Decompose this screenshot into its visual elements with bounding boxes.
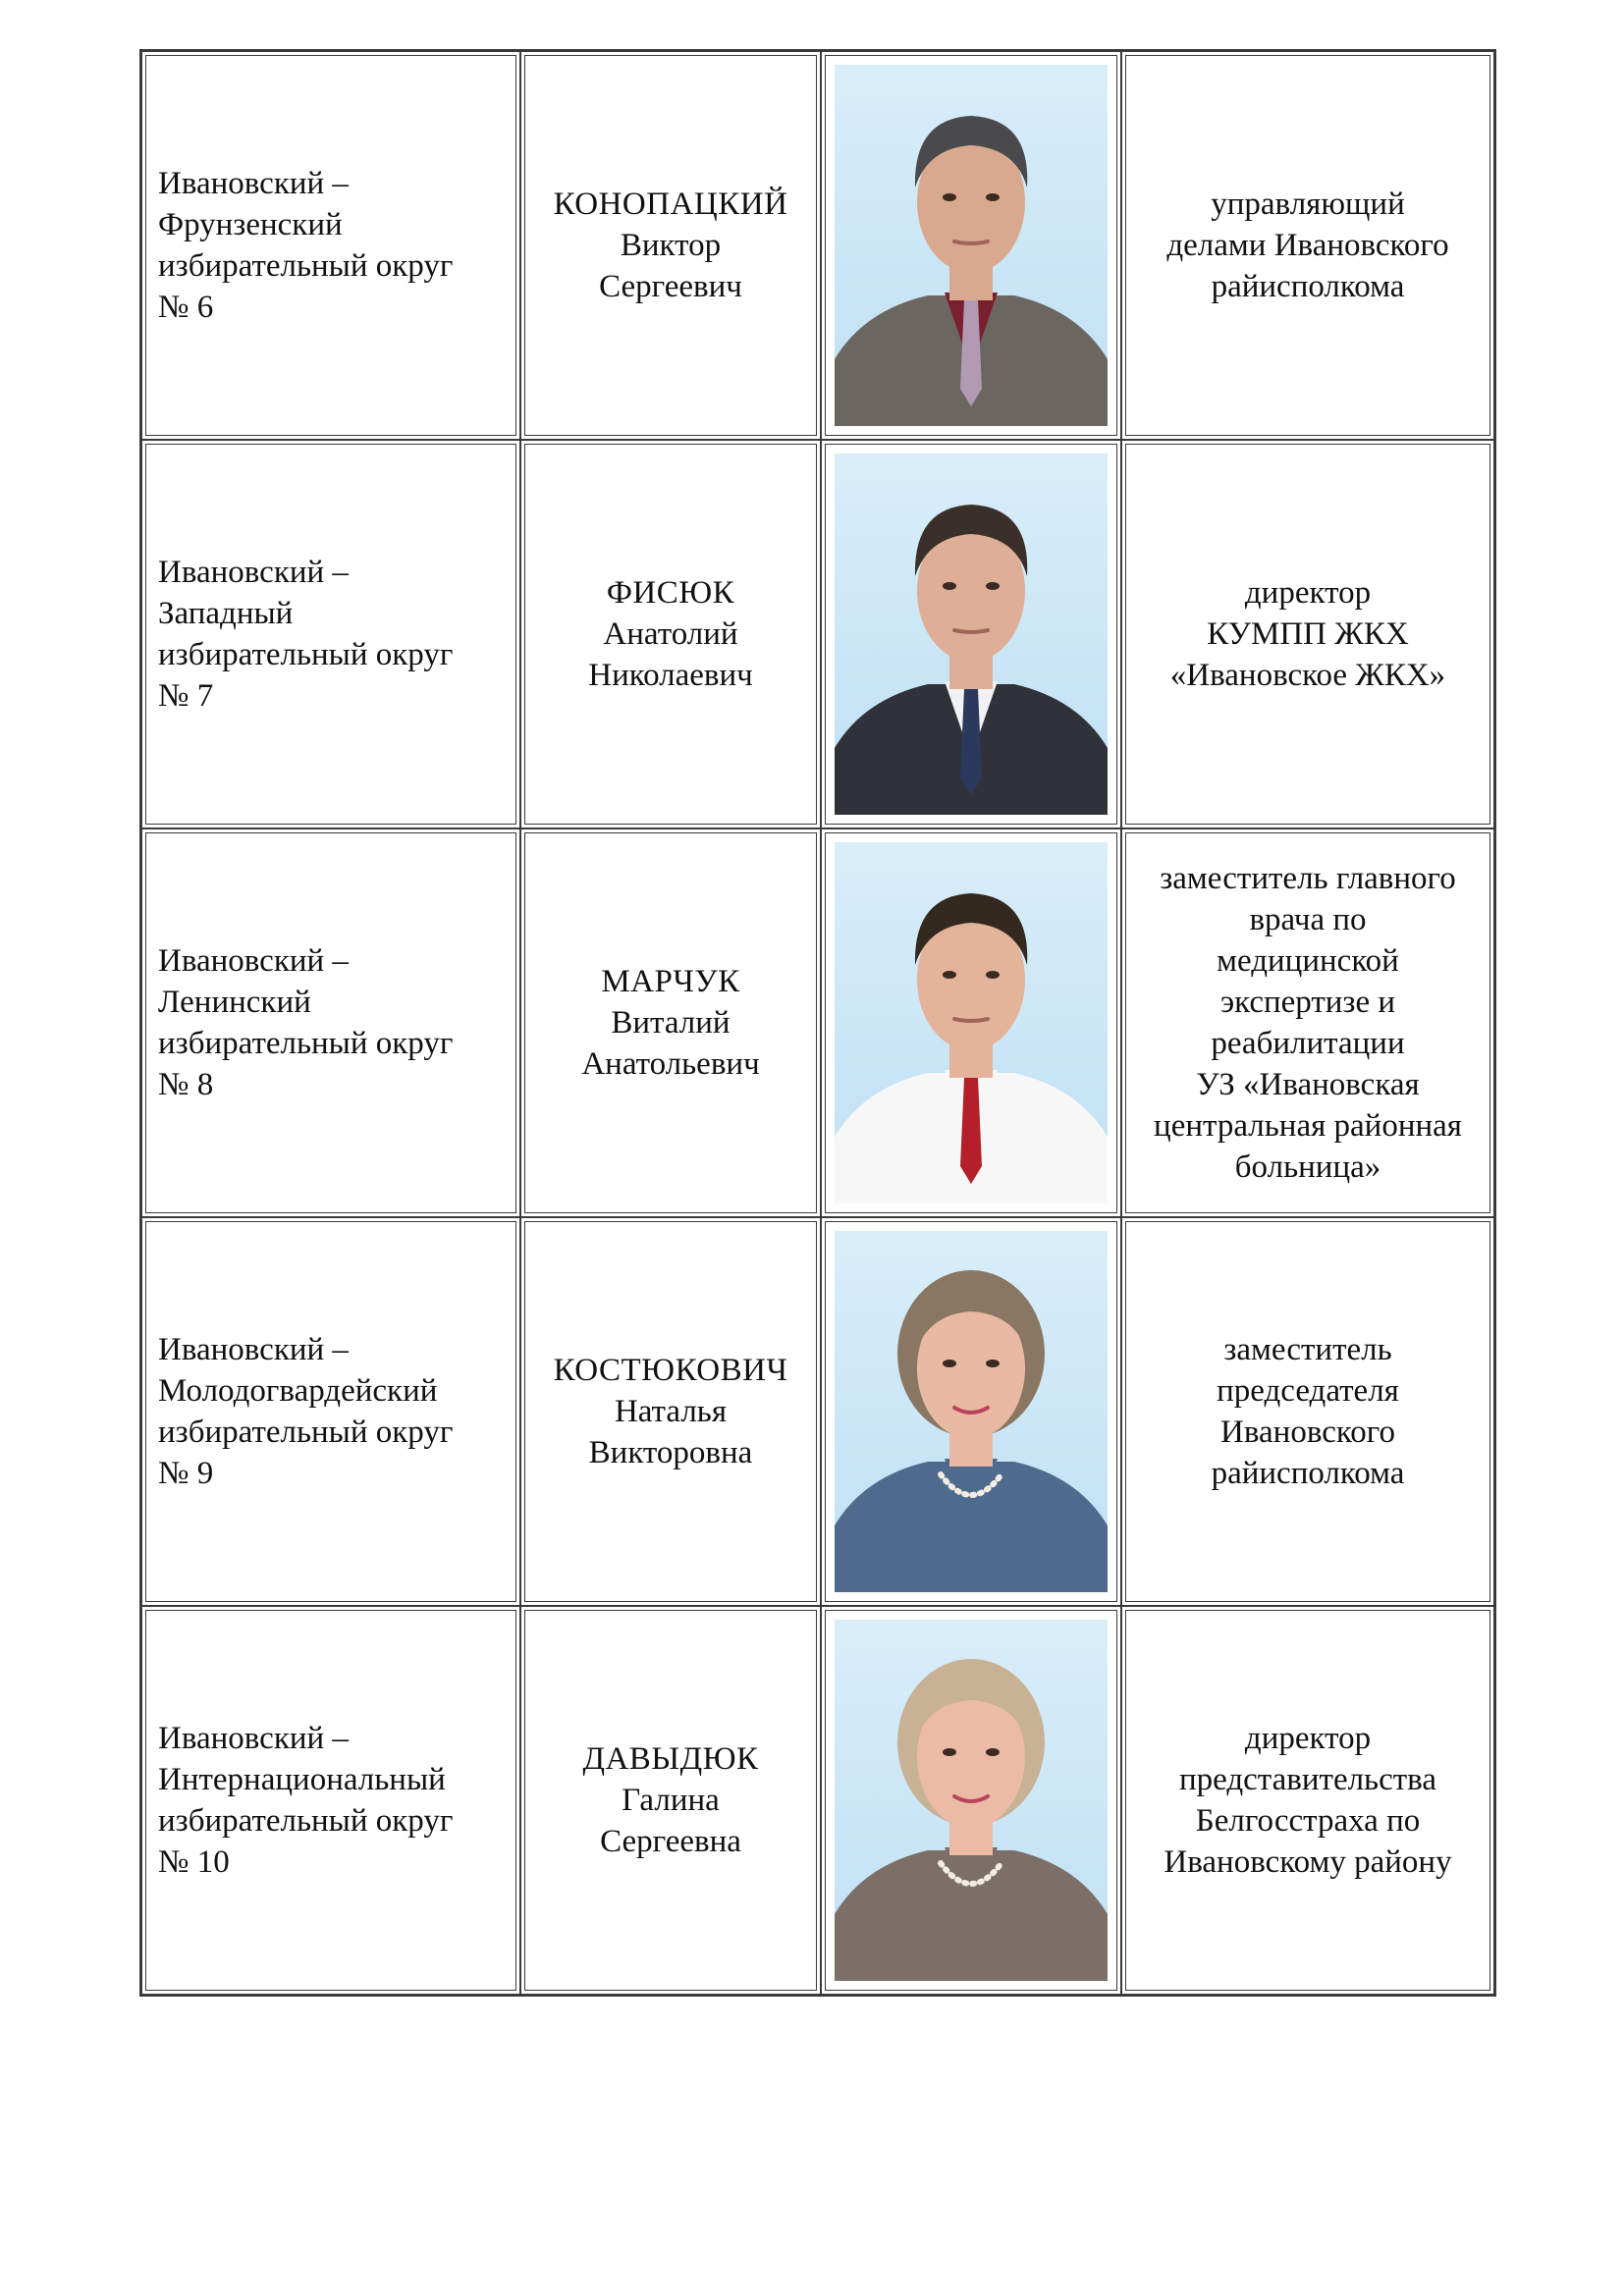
full-name — [588, 572, 753, 696]
portrait-photo — [835, 65, 1108, 426]
full-name — [582, 1738, 758, 1862]
portrait-photo — [835, 1231, 1108, 1592]
photo-cell — [821, 440, 1121, 828]
district-text: Ивановский – Фрунзенский избирательный округ № 6 — [158, 166, 454, 325]
surname: КОСТЮКОВИЧ — [553, 1353, 788, 1388]
name-cell — [520, 1217, 821, 1606]
district-text: Ивановский – Ленинский избирательный округ № 8 — [158, 943, 454, 1102]
full-name — [554, 184, 788, 307]
district-cell — [141, 828, 520, 1217]
first-name: Наталья — [614, 1394, 728, 1429]
first-name: Галина — [622, 1783, 720, 1818]
surname: ФИСЮК — [606, 575, 735, 611]
position-cell — [1121, 440, 1494, 828]
portrait-photo — [835, 1620, 1108, 1981]
district-cell — [141, 1217, 520, 1606]
district-cell — [141, 51, 520, 440]
portrait-photo — [835, 842, 1108, 1203]
name-cell — [520, 440, 821, 828]
district-text: Ивановский – Западный избирательный округ № 7 — [158, 555, 454, 714]
patronymic: Сергеевич — [599, 269, 742, 304]
first-name: Виктор — [620, 228, 722, 263]
photo-cell — [821, 1217, 1121, 1606]
photo-cell — [821, 828, 1121, 1217]
position-cell — [1121, 828, 1494, 1217]
patronymic: Анатольевич — [581, 1046, 760, 1082]
position-text: заместитель председателя Ивановского райисполкома — [1211, 1332, 1405, 1491]
position-cell — [1121, 1606, 1494, 1995]
surname: МАРЧУК — [601, 964, 740, 999]
surname: ДАВЫДЮК — [582, 1741, 759, 1777]
name-cell — [520, 1606, 821, 1995]
district-cell — [141, 440, 520, 828]
photo-cell — [821, 51, 1121, 440]
first-name: Виталий — [611, 1005, 731, 1041]
district-text: Ивановский – Интернациональный избирательный округ № 10 — [158, 1721, 454, 1880]
surname: КОНОПАЦКИЙ — [553, 187, 788, 222]
patronymic: Николаевич — [588, 658, 753, 693]
position-text: директор представительства Белгосстраха по Ивановскому району — [1164, 1721, 1452, 1880]
position-cell — [1121, 1217, 1494, 1606]
name-cell — [520, 51, 821, 440]
full-name — [581, 961, 759, 1085]
first-name: Анатолий — [603, 616, 738, 652]
position-text: управляющий делами Ивановского райисполкома — [1166, 187, 1449, 304]
name-cell — [520, 828, 821, 1217]
position-cell — [1121, 51, 1494, 440]
district-cell — [141, 1606, 520, 1995]
full-name — [554, 1350, 788, 1473]
position-text: директор КУМПП ЖКХ «Ивановское ЖКХ» — [1169, 575, 1446, 693]
patronymic: Сергеевна — [600, 1824, 741, 1859]
deputies-table — [139, 49, 1496, 1997]
portrait-photo — [835, 454, 1108, 815]
patronymic: Викторовна — [588, 1435, 753, 1470]
position-text: заместитель главного врача по медицинской экспертизе и реабилитации УЗ «Ивановская центральная районная больница» — [1154, 861, 1462, 1185]
district-text: Ивановский – Молодогвардейский избирательный округ № 9 — [158, 1332, 454, 1491]
photo-cell — [821, 1606, 1121, 1995]
